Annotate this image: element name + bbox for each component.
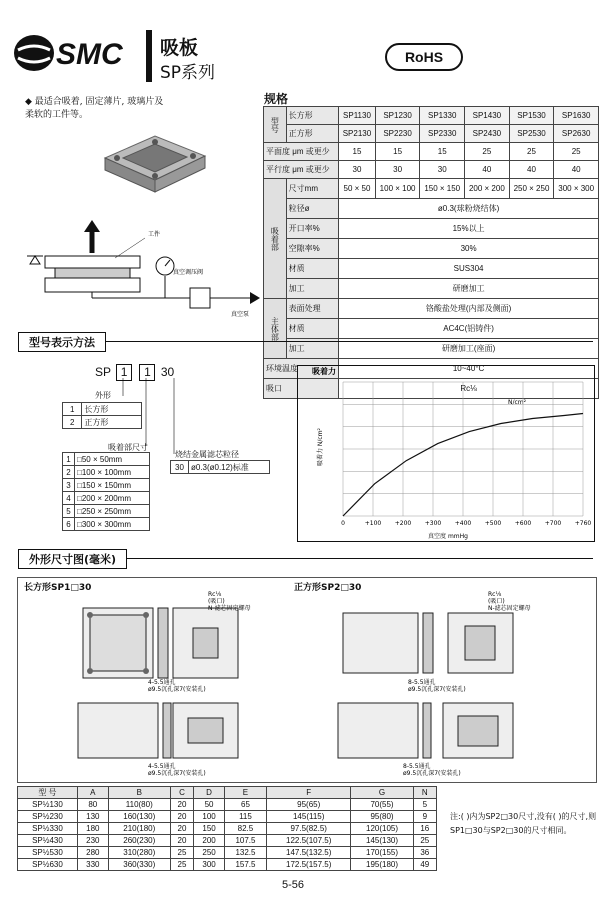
square-label: 正方形: [286, 125, 338, 143]
brand-text: SMC: [56, 38, 123, 71]
table-row: SP½530 280 310(280) 25 250 132.5 147.5(132.5) 170(155) 36: [18, 847, 437, 859]
square-hole-note-b: 8-5.5通孔: [403, 763, 431, 770]
shape-label: 外形: [95, 391, 111, 400]
dimension-drawings: [17, 577, 597, 783]
square-hole-note-b2: ø9.5沉孔深7(安装孔): [403, 770, 461, 777]
chart-x-tick: +300: [424, 520, 442, 527]
grain-table: 30 ø0.3(ø0.12)标准: [170, 460, 270, 474]
label-pump: 真空泵: [231, 311, 250, 318]
chart-x-tick: +500: [484, 520, 502, 527]
chart-unit: N/cm²: [508, 399, 527, 406]
chart-x-tick: +600: [514, 520, 532, 527]
square-hole-note: 8-5.5通孔: [408, 679, 436, 686]
dim-section-title: 外形尺寸图(毫米): [18, 549, 127, 569]
model-section-title: 型号表示方法: [18, 332, 106, 352]
smc-logo: [12, 28, 148, 78]
square-filter-label: N-滤芯固定螺母: [488, 605, 531, 612]
model-group: 型号: [264, 107, 287, 143]
square-drawing-title: 正方形SP2□30: [294, 583, 362, 593]
chart-x-tick: +700: [544, 520, 562, 527]
chart-ylabel: 吸着力 N/cm²: [317, 428, 324, 466]
rect-drawing-title: 长方形SP1□30: [24, 583, 92, 593]
label-workpiece: 工件: [148, 231, 161, 238]
label-regulator: 真空调压阀: [173, 269, 204, 276]
chart-x-tick: +760: [574, 520, 592, 527]
rect-port-note: (吸口): [208, 598, 225, 605]
rect-hole-note-b: 4-5.5通孔: [148, 763, 176, 770]
square-rc-label: Rc⅛: [488, 591, 502, 598]
spec-table: 型号 长方形 SP1130 SP1230 SP1330 SP1430 SP1530 SP1630 正方形 SP2130 SP2230 SP2330 SP2430 SP2530 SP2630 平面度 μm 或更少 15 15 15 25 25 25 平行度 μm 或更少 30 30 30 40 40 40 吸着部 尺寸mm 50 × 50 100 × 100 150 × 150 200 × 200 250 × 250 300 × 300 粒径ø ø0.3(球粉烧结体) 开口率% 15%以上 空隙率% 30% 材质 SUS304 加工 研磨加工 主体部 表面处理 铬酸盐处理(内部及侧面) 材质 AC4C(铝铸件) 加工 研磨加工(座面) 环境温度 10~40°C 吸口 Rc⅛: [263, 106, 599, 399]
table-row: SP½430 230 260(230) 20 200 107.5 122.5(107.5) 145(130) 25: [18, 835, 437, 847]
rect-hole-note: 4-5.5通孔: [148, 679, 176, 686]
square-hole-note2: ø9.5沉孔深7(安装孔): [408, 686, 466, 693]
table-row: SP½330 180 210(180) 20 150 82.5 97.5(82.5) 120(105) 16: [18, 823, 437, 835]
table-row: SP½230 130 160(130) 20 100 115 145(115) 95(80) 9: [18, 811, 437, 823]
code-leader-lines: [60, 376, 190, 466]
size-table: 1 □50 × 50mm 2 □100 × 100mm 3 □150 × 150mm 4 □200 × 200mm 5 □250 × 250mm 6 □300 × 300mm: [62, 452, 150, 531]
rect-label: 长方形: [286, 107, 338, 125]
chart-xlabel: 真空度 mmHg: [428, 533, 468, 540]
page-number: 5-56: [282, 879, 305, 891]
series-title: SP系列: [160, 63, 216, 83]
drawing-art: [18, 578, 596, 782]
rohs-badge: RoHS: [385, 43, 463, 71]
spec-title: 规格: [264, 92, 289, 106]
chart-x-tick: +400: [454, 520, 472, 527]
size-label: 吸着部尺寸: [108, 443, 148, 452]
rect-hole-note-b2: ø9.5沉孔深7(安装孔): [148, 770, 206, 777]
model-code: SP 1 1 30: [95, 365, 175, 379]
chart-x-tick: +100: [364, 520, 382, 527]
suction-force-chart: [297, 365, 595, 542]
rect-rc-label: Rc⅛: [208, 591, 222, 598]
square-port-note: (吸口): [488, 598, 505, 605]
table-row: SP½130 80 110(80) 20 50 65 95(65) 70(55) 5: [18, 799, 437, 811]
chart-title: 吸着力: [312, 367, 336, 376]
dimension-table: 型 号 A B C D E F G N SP½130 80 110(80) 20 50 65 95(65) 70(55) 5 SP½230 130 160(130) 20 100 115 145(115) 95(80) 9 SP½330 180 210(180) 20 150 82.5 97.5(82.5) 120(105) 16 SP½430 230 260(230) 20 200 107.5 122.5(107.5) 145(130) 25 SP½530 280 310(280) 25 250 132.5 147.5(132.5) 170(155) 36 SP½630 330 360(330) 25 300 157.5 172.5(157.5) 195(180) 49: [17, 786, 437, 871]
product-image: [95, 128, 210, 196]
chart-x-tick: +200: [394, 520, 412, 527]
page-title: 吸板: [160, 37, 199, 59]
rect-hole-note2: ø9.5沉孔深7(安装孔): [148, 686, 206, 693]
shape-table: 1 长方形 2 正方形: [62, 402, 142, 429]
table-row: SP½630 330 360(330) 25 300 157.5 172.5(157.5) 195(180) 49: [18, 859, 437, 871]
rect-filter-label: N-滤芯固定螺母: [208, 605, 251, 612]
circuit-diagram: [25, 218, 265, 328]
features-text: ◆ 最适合吸着, 固定薄片, 玻璃片及柔软的工件等。: [25, 97, 164, 120]
chart-x-tick: 0: [341, 520, 345, 527]
grain-label: 烧结金属滤芯粒径: [175, 450, 239, 459]
header-divider: [146, 30, 152, 82]
table-note: 注:( )内为SP2□30尺寸,没有( )的尺寸,则SP1□30与SP2□30的尺寸相同。: [450, 812, 597, 835]
